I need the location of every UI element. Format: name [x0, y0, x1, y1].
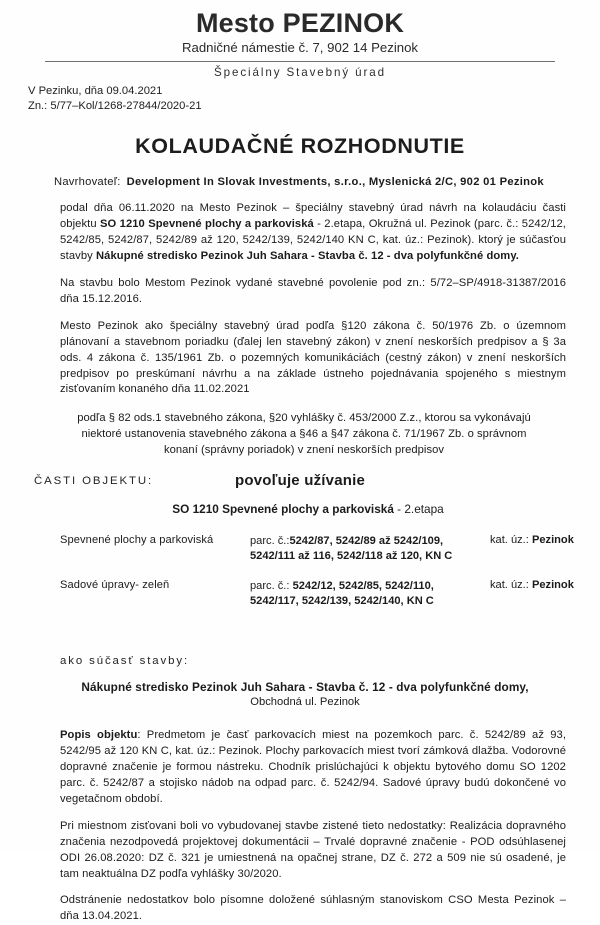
organization-name: Mesto PEZINOK: [195, 8, 405, 38]
place-and-date: V Pezinku, dňa 09.04.2021: [28, 84, 163, 97]
parcel-row-cadastre: [490, 579, 594, 610]
parcel-numbers-line-2: 5242/111 až 116, 5242/118 až 120, KN C: [250, 550, 453, 563]
parcel-row-numbers: [250, 534, 490, 565]
parcel-row-numbers: [250, 579, 490, 610]
submission-text-1: podal dňa 06.11.2020 na Mesto Pezinok – špeciálny stavebný úrad návrh na kolaudáciu časti objektu: [60, 202, 566, 231]
remedy-paragraph: Odstránenie nedostatkov bolo písomne doložené súhlasným stanoviskom CSO Mesta Pezinok – dňa 13.04.2021.: [60, 894, 566, 923]
submission-text-2: - 2.etapa, Okružná ul. Pezinok (parc. č.: 5242/12, 5242/85, 5242/87, 5242/89 až 120, 5242/139, 5242/140 KN C, kat. úz.: Pezinok). ktorý je súčasťou stavby: [60, 218, 566, 263]
department-name: Špeciálny Stavebný úrad: [214, 65, 386, 79]
grant-heading: povoľuje užívanie: [234, 472, 366, 490]
building-permit-paragraph: Na stavbu bolo Mestom Pezinok vydané stavebné povolenie pod zn.: 5/72–SP/4918-31387/2016 dňa 15.12.2016.: [60, 277, 566, 305]
description-paragraph: [60, 728, 566, 808]
structure-title: Nákupné stredisko Pezinok Juh Sahara - Stavba č. 12 - dva polyfunkčné domy,: [81, 680, 529, 695]
table-row: [60, 579, 594, 610]
parcel-numbers-line-1: 5242/12, 5242/85, 5242/110,: [292, 579, 434, 592]
cadastre-value: Pezinok: [531, 578, 574, 591]
table-row-spacer: [60, 565, 594, 579]
cadastre-label: kat. úz.:: [490, 534, 529, 547]
description-text: : Predmetom je časť parkovacích miest na pozemkoch parc. č. 5242/89 až 93, 5242/95 až 120 KN C, kat. úz.: Pezinok. Plochy parkovacích miest tvorí zámková dlažba. Vodorovné dopravné značenie je formou nástreku. Chodník prislúchajúci k objektu bytového domu SO 1202 parc. č. 5242/87 a stojisko nádob na odpad parc. č. 5242/94. Sadové úpravy budú dokončené vo vegetačnom období.: [60, 729, 567, 805]
object-name: SO 1210 Spevnené plochy a parkoviská: [172, 502, 394, 517]
object-line: [26, 502, 574, 516]
document-title: KOLAUDAČNÉ ROZHODNUTIE: [135, 134, 465, 159]
cadastre-label: kat. úz.:: [490, 578, 529, 591]
applicant-label: Navrhovateľ:: [54, 176, 121, 189]
legal-basis-centered-paragraph: podľa § 82 ods.1 stavebného zákona, §20 vyhlášky č. 453/2000 Z.z., ktorou sa vykonávajú niektoré ustanovenia stavebného zákona a §46 a §47 zákona č. 71/1967 Zb. o správnom konaní (správny poriadok) v znení neskorších predpisov: [77, 412, 531, 457]
applicant-value: Development In Slovak Investments, s.r.o., Myslenická 2/C, 902 01 Pezinok: [126, 176, 544, 189]
cadastre-value: Pezinok: [531, 534, 574, 547]
table-row: [60, 534, 594, 565]
applicant-line: [26, 176, 574, 188]
parcel-numbers-line-2: 5242/117, 5242/139, 5242/140, KN C: [250, 594, 434, 607]
deficiencies-paragraph: Pri miestnom zisťovani boli vo vybudovanej stavbe zistené tieto nedostatky: Realizácia dopravného značenia nezodpovedá projektovej dokumentácii – Trvalé dopravné značenie - POD odsúhlasenej ODI 26.08.2020: DZ č. 321 je umiestnená na opačnej strane, DZ č. 272 a 509 nie sú osadené, je tam neaktuálna DZ podľa vyhlášky 30/2020.: [60, 819, 566, 880]
object-stage: - 2.etapa: [393, 502, 444, 517]
structure-street: Obchodná ul. Pezinok: [250, 696, 360, 709]
parcel-row-cadastre: [490, 534, 594, 565]
parcel-row-name: Sadové úpravy- zeleň: [60, 578, 170, 591]
submission-structure-name: Nákupné stredisko Pezinok Juh Sahara - Stavba č. 12 - dva polyfunkčné domy.: [96, 250, 519, 263]
parcel-prefix: parc. č.:: [250, 579, 290, 592]
file-number: Zn.: 5/77–Kol/1268-27844/2020-21: [28, 99, 202, 112]
header-divider: [45, 61, 555, 62]
reference-block: [26, 84, 574, 114]
parts-of-object-label: ČASTI OBJEKTU:: [34, 475, 154, 488]
part-of-structure-label: ako súčasť stavby:: [60, 655, 190, 668]
submission-object-name: SO 1210 Spevnené plochy a parkoviská: [99, 218, 314, 231]
parcel-row-name: Spevnené plochy a parkoviská: [60, 534, 214, 547]
letterhead: [26, 0, 574, 79]
organization-address: Radničné námestie č. 7, 902 14 Pezinok: [181, 40, 419, 56]
layout-spacer: [26, 609, 574, 631]
parcel-numbers-line-1: 5242/87, 5242/89 až 5242/109,: [289, 535, 444, 548]
parcel-table: [60, 534, 594, 609]
legal-basis-paragraph: Mesto Pezinok ako špeciálny stavebný úrad podľa §120 zákona č. 50/1976 Zb. o územnom plánovaní a stavebnom poriadku (ďalej len stavebný zákon) v znení neskorších predpisov a § 3a ods. 4 zákona č. 135/1961 Zb. o pozemných komunikáciách (cestný zákon) v znení neskorších predpisov po preskúmaní návrhu a na základe ústneho pojednávania spojeného s miestnym zisťovaním konaného dňa 11.02.2021: [60, 319, 566, 396]
description-label: Popis objektu: [60, 729, 138, 742]
parcel-prefix: parc. č.:: [250, 535, 290, 548]
submission-paragraph: [60, 201, 566, 265]
